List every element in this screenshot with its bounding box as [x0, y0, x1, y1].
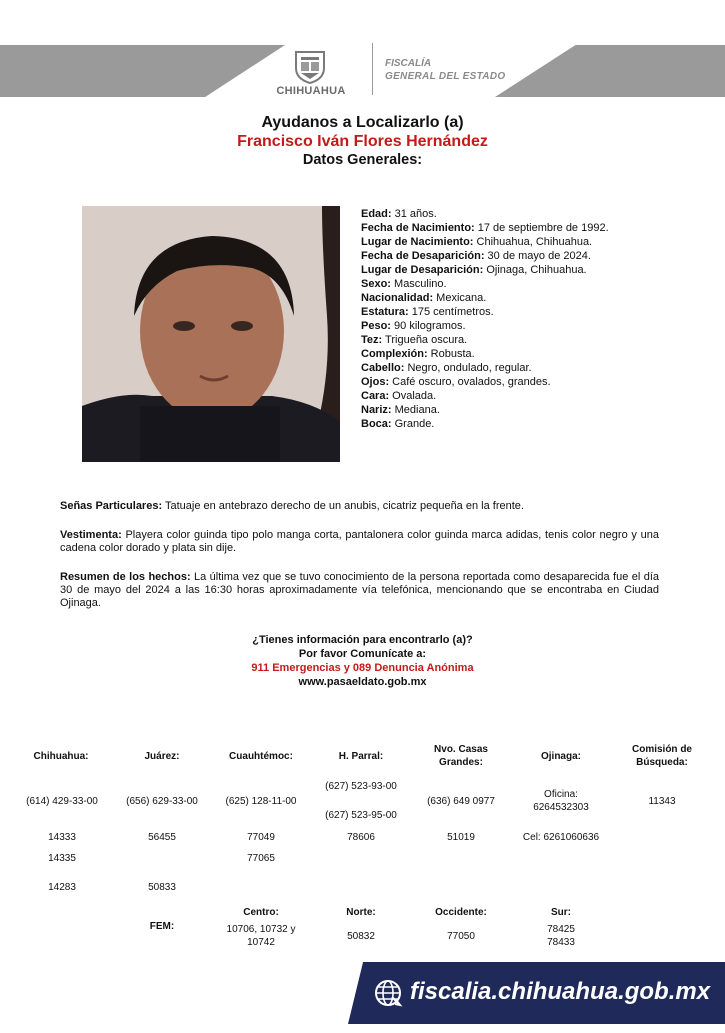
detail-label: Nacionalidad:	[361, 292, 434, 304]
distinguishing-marks-text: Tatuaje en antebrazo derecho de un anubis, cicatriz pequeña en la frente.	[162, 500, 524, 512]
detail-label: Cara:	[361, 390, 390, 402]
distinguishing-marks	[60, 500, 659, 513]
header-nvo-line1: Nvo. Casas	[434, 744, 488, 755]
incident-summary-text: La última vez que se tuvo conocimiento de la persona reportada como desaparecida fue el día 30 de mayo del 2024 a las 16:30 horas aproximadamente vía telefónica, mencionando que se encontraba en Ciudad Ojinaga.	[60, 571, 659, 609]
header-comision-line2: Búsqueda:	[636, 757, 688, 768]
nvo-casas-grandes-ext: 51019	[447, 832, 475, 843]
header-comision-line1: Comisión de	[631, 744, 692, 755]
footer-website-link[interactable]: fiscalia.chihuahua.gob.mx	[410, 978, 711, 1005]
detail-value: Mediana.	[391, 404, 440, 416]
cuauhtemoc-phone[interactable]: (625) 128-11-00	[225, 796, 297, 807]
parral-phone-2[interactable]: (627) 523-95-00	[325, 810, 397, 821]
detail-row	[361, 207, 609, 221]
chihuahua-ext-2: 14335	[48, 853, 76, 864]
nvo-casas-grandes-phone[interactable]: (636) 649 0977	[427, 796, 495, 807]
detail-row	[361, 249, 609, 263]
detail-row	[361, 235, 609, 249]
detail-value: Negro, ondulado, regular.	[404, 362, 532, 374]
sur-ext-1: 78425	[547, 924, 575, 935]
detail-value: 90 kilogramos.	[390, 320, 466, 332]
header-norte: Norte:	[346, 907, 376, 918]
detail-label: Lugar de Desaparición:	[361, 264, 484, 276]
occidente-ext: 77050	[447, 931, 475, 942]
clothing-label: Vestimenta:	[60, 529, 122, 541]
detail-label: Ojos:	[361, 376, 390, 388]
detail-row	[361, 389, 609, 403]
detail-row	[361, 403, 609, 417]
globe-icon	[373, 978, 403, 1008]
header-right-band	[495, 45, 725, 97]
detail-row	[361, 375, 609, 389]
detail-row	[361, 417, 609, 431]
ojinaga-cell-phone[interactable]: Cel: 6261060636	[522, 832, 600, 843]
detail-label: Complexión:	[361, 348, 428, 360]
incident-summary	[60, 571, 659, 610]
distinguishing-marks-label: Señas Particulares:	[60, 500, 163, 512]
detail-label: Edad:	[361, 208, 392, 220]
emergency-numbers: 911 Emergencias y 089 Denuncia Anónima	[251, 662, 474, 674]
detail-value: Café oscuro, ovalados, grandes.	[389, 376, 551, 388]
juarez-ext-2: 50833	[148, 882, 176, 893]
detail-label: Boca:	[361, 418, 392, 430]
chihuahua-ext-3: 14283	[48, 882, 76, 893]
detail-value: 175 centímetros.	[408, 306, 494, 318]
general-details-list	[361, 207, 609, 431]
detail-label: Sexo:	[361, 278, 391, 290]
comision-busqueda-ext: 11343	[648, 796, 676, 807]
header-left-band	[0, 45, 285, 97]
detail-value: Trigueña oscura.	[382, 334, 468, 346]
incident-summary-label: Resumen de los hechos:	[60, 571, 191, 583]
detail-row	[361, 277, 609, 291]
person-photo	[82, 206, 340, 462]
detail-label: Cabello:	[361, 362, 405, 374]
juarez-ext-1: 56455	[148, 832, 176, 843]
header-occidente: Occidente:	[435, 907, 487, 918]
detail-label: Peso:	[361, 320, 391, 332]
state-shield-icon	[293, 48, 327, 84]
header-juarez: Juárez:	[144, 751, 180, 762]
state-logo-word: CHIHUAHUA	[276, 85, 346, 97]
contact-question: ¿Tienes información para encontrarlo (a)?	[252, 634, 473, 646]
header-chihuahua: Chihuahua:	[33, 751, 89, 762]
detail-label: Estatura:	[361, 306, 409, 318]
header-parral: H. Parral:	[338, 751, 384, 762]
header-centro: Centro:	[243, 907, 279, 918]
centro-ext-1: 10706, 10732 y	[226, 924, 296, 935]
detail-label: Tez:	[361, 334, 383, 346]
ojinaga-office-phone[interactable]: 6264532303	[533, 802, 589, 813]
detail-label: Lugar de Nacimiento:	[361, 236, 474, 248]
detail-row	[361, 305, 609, 319]
detail-row	[361, 263, 609, 277]
detail-row	[361, 361, 609, 375]
detail-value: 17 de septiembre de 1992.	[474, 222, 609, 234]
cuauhtemoc-ext-2: 77065	[247, 853, 275, 864]
agency-name-line1: FISCALÍA	[385, 58, 432, 69]
detail-value: Ojinaga, Chihuahua.	[483, 264, 587, 276]
header-divider	[372, 43, 373, 95]
detail-value: Grande.	[391, 418, 435, 430]
header-cuauhtemoc: Cuauhtémoc:	[229, 751, 293, 762]
clothing-text: Playera color guinda tipo polo manga corta, pantalonera color guinda marca adidas, tenis color negro y una cadena color dorado y plata sin dije.	[60, 529, 659, 554]
page-title: Ayudanos a Localizarlo (a)	[261, 114, 464, 131]
ojinaga-office-label: Oficina:	[544, 789, 578, 800]
header-nvo-line2: Grandes:	[439, 757, 483, 768]
detail-row	[361, 347, 609, 361]
detail-value: 30 de mayo de 2024.	[484, 250, 591, 262]
header-sur: Sur:	[551, 907, 571, 918]
header-ojinaga: Ojinaga:	[540, 751, 581, 762]
clothing-description	[60, 529, 659, 555]
header-comision-busqueda	[616, 743, 708, 769]
cuauhtemoc-ext-1: 77049	[247, 832, 275, 843]
detail-label: Fecha de Nacimiento:	[361, 222, 475, 234]
detail-value: Ovalada.	[389, 390, 437, 402]
sur-ext-2: 78433	[547, 937, 575, 948]
detail-row	[361, 333, 609, 347]
detail-label: Nariz:	[361, 404, 392, 416]
detail-row	[361, 221, 609, 235]
person-name: Francisco Iván Flores Hernández	[237, 133, 488, 150]
parral-phone-1[interactable]: (627) 523-93-00	[325, 781, 397, 792]
norte-ext: 50832	[347, 931, 375, 942]
section-heading: Datos Generales:	[302, 152, 423, 168]
parral-ext: 78606	[347, 832, 375, 843]
detail-row	[361, 319, 609, 333]
juarez-phone[interactable]: (656) 629-33-00	[126, 796, 198, 807]
detail-value: Chihuahua, Chihuahua.	[473, 236, 593, 248]
header-nvo-casas-grandes	[416, 743, 506, 769]
detail-row	[361, 291, 609, 305]
detail-value: Mexicana.	[433, 292, 487, 304]
contact-prompt: Por favor Comunícate a:	[298, 648, 427, 660]
detail-value: Robusta.	[427, 348, 475, 360]
detail-value: 31 años.	[391, 208, 437, 220]
chihuahua-ext-1: 14333	[48, 832, 76, 843]
agency-name-line2: GENERAL DEL ESTADO	[385, 71, 506, 82]
tips-website-link[interactable]: www.pasaeldato.gob.mx	[298, 676, 427, 688]
fem-label: FEM:	[149, 921, 175, 932]
chihuahua-phone[interactable]: (614) 429-33-00	[26, 796, 98, 807]
detail-label: Fecha de Desaparición:	[361, 250, 485, 262]
detail-value: Masculino.	[390, 278, 447, 290]
centro-ext-2: 10742	[247, 937, 275, 948]
